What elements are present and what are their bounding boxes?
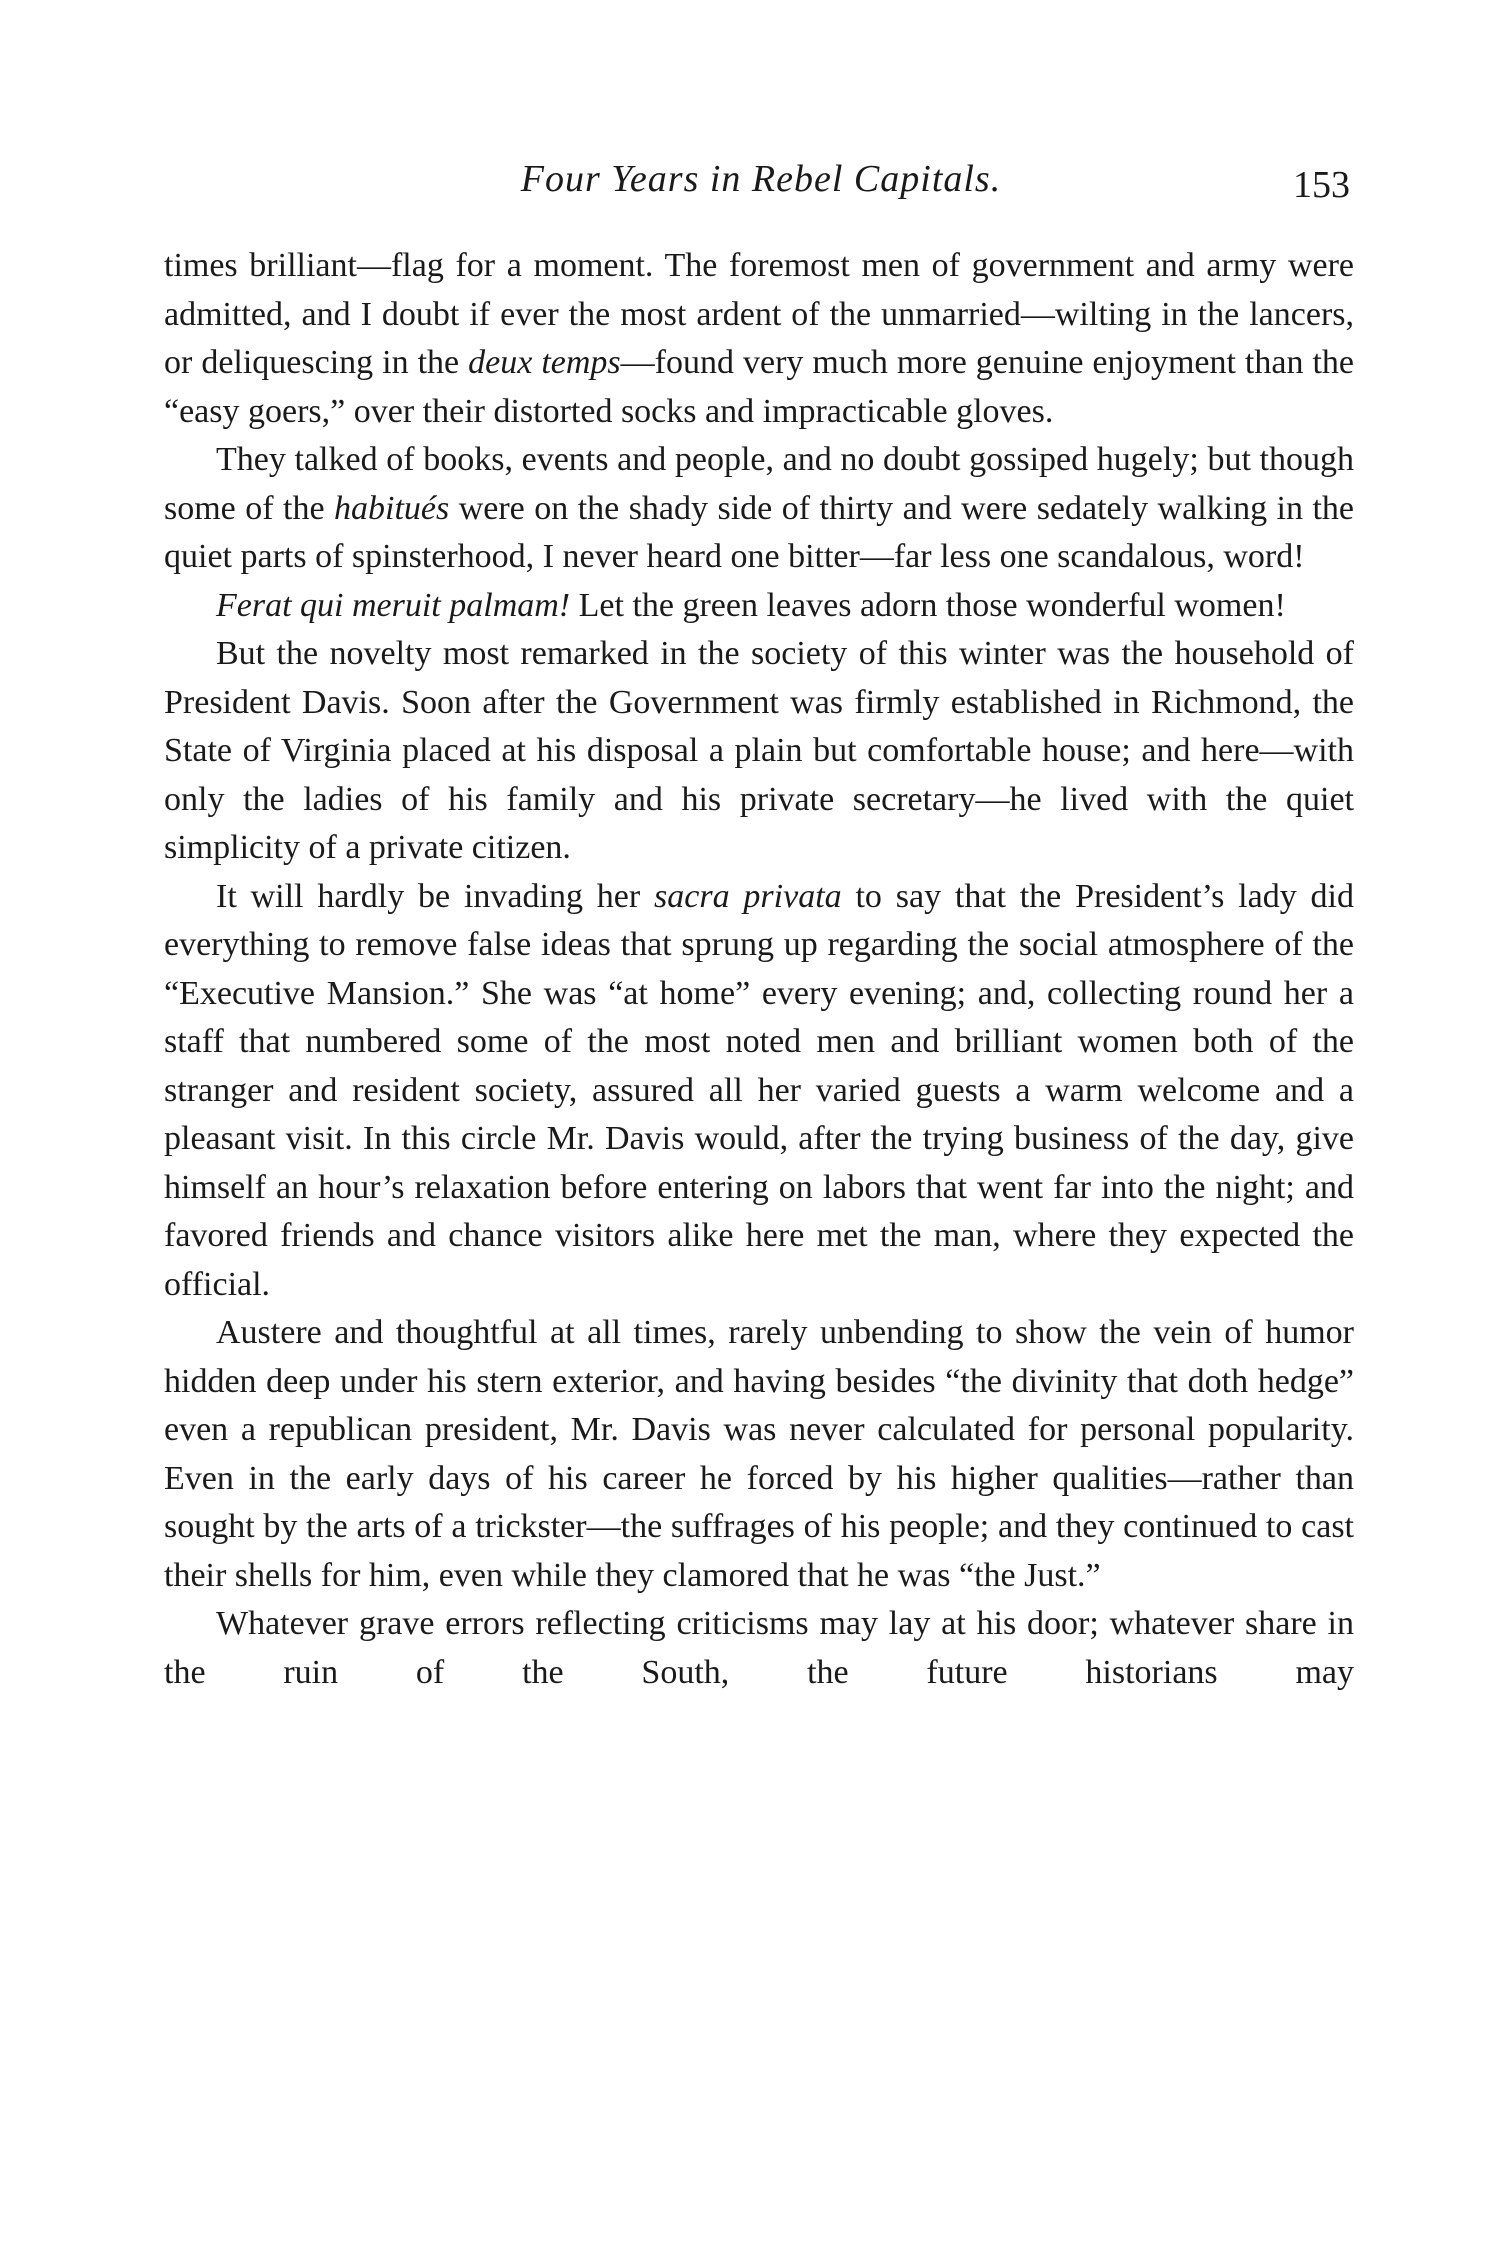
text-segment: But the novelty most remarked in the society of this winter was the household of President Davis. Soon after the Government was firmly established in Richmond, the State of Virginia placed at his disposal a plain but comfortable house; and here—with only the ladies of his family and his private secretary—he lived with the quiet simplicity of a private citizen.: [164, 635, 1354, 866]
text-segment: It will hardly be invading her: [216, 877, 655, 915]
text-segment: times brilliant—flag for a moment. The foremost men of government and army were admitted, and I doubt if ever the most ardent of the unmarried—wilting in the lancers, or deliquescing in the: [164, 247, 1354, 381]
text-segment: Austere and thoughtful at all times, rarely unbending to show the vein of humor hidden deep under his stern exterior, and having besides “the divinity that doth hedge” even a republican president, Mr. Davis was never calculated for personal popularity. Even in the early days of his career he forced by his higher qualities—rather than sought by the arts of a trickster—the suffrages of his people; and they continued to cast their shells for him, even while they clamored that he was “the Just.”: [164, 1314, 1354, 1594]
italic-segment: deux temps: [468, 344, 621, 381]
paragraph: [164, 242, 1354, 436]
italic-segment: sacra privata: [654, 877, 842, 915]
running-head: [162, 154, 1360, 204]
running-title: Four Years in Rebel Capitals.: [520, 158, 1002, 200]
paragraph: [164, 1600, 1354, 1697]
text-segment: to say that the President’s lady did everything to remove false ideas that sprung up regarding the social atmosphere of the “Executive Mansion.” She was “at home” every evening; and, collecting round her a staff that numbered some of the most noted men and brilliant women both of the stranger and resident society, assured all her varied guests a warm welcome and a pleasant visit. In this circle Mr. Davis would, after the trying business of the day, give himself an hour’s relaxation before entering on labors that went far into the night; and favored friends and chance visitors alike here met the man, where they expected the official.: [164, 877, 1354, 1303]
text-segment: —found very much more genuine enjoyment than the “easy goers,” over their distorted socks and impracticable gloves.: [164, 344, 1354, 430]
text-segment: They talked of books, events and people, and no doubt gossiped hugely; but though some of the: [164, 441, 1354, 527]
paragraph: [164, 873, 1354, 1310]
paragraph: [164, 582, 1354, 631]
paragraph: [164, 1309, 1354, 1600]
paragraph: [164, 630, 1354, 873]
text-segment: Whatever grave errors reflecting criticisms may lay at his door; whatever share in the ruin of the South, the future historians may: [164, 1605, 1354, 1691]
italic-segment: Ferat qui meruit palmam!: [216, 586, 571, 624]
text-segment: were on the shady side of thirty and were sedately walking in the quiet parts of spinsterhood, I never heard one bitter—far less one scandalous, word!: [164, 489, 1355, 575]
body-text: [164, 242, 1354, 1697]
paragraph: [164, 436, 1354, 582]
text-segment: Let the green leaves adorn those wonderful women!: [570, 586, 1286, 624]
page-number: 153: [1293, 164, 1350, 206]
italic-segment: habitués: [334, 489, 450, 527]
